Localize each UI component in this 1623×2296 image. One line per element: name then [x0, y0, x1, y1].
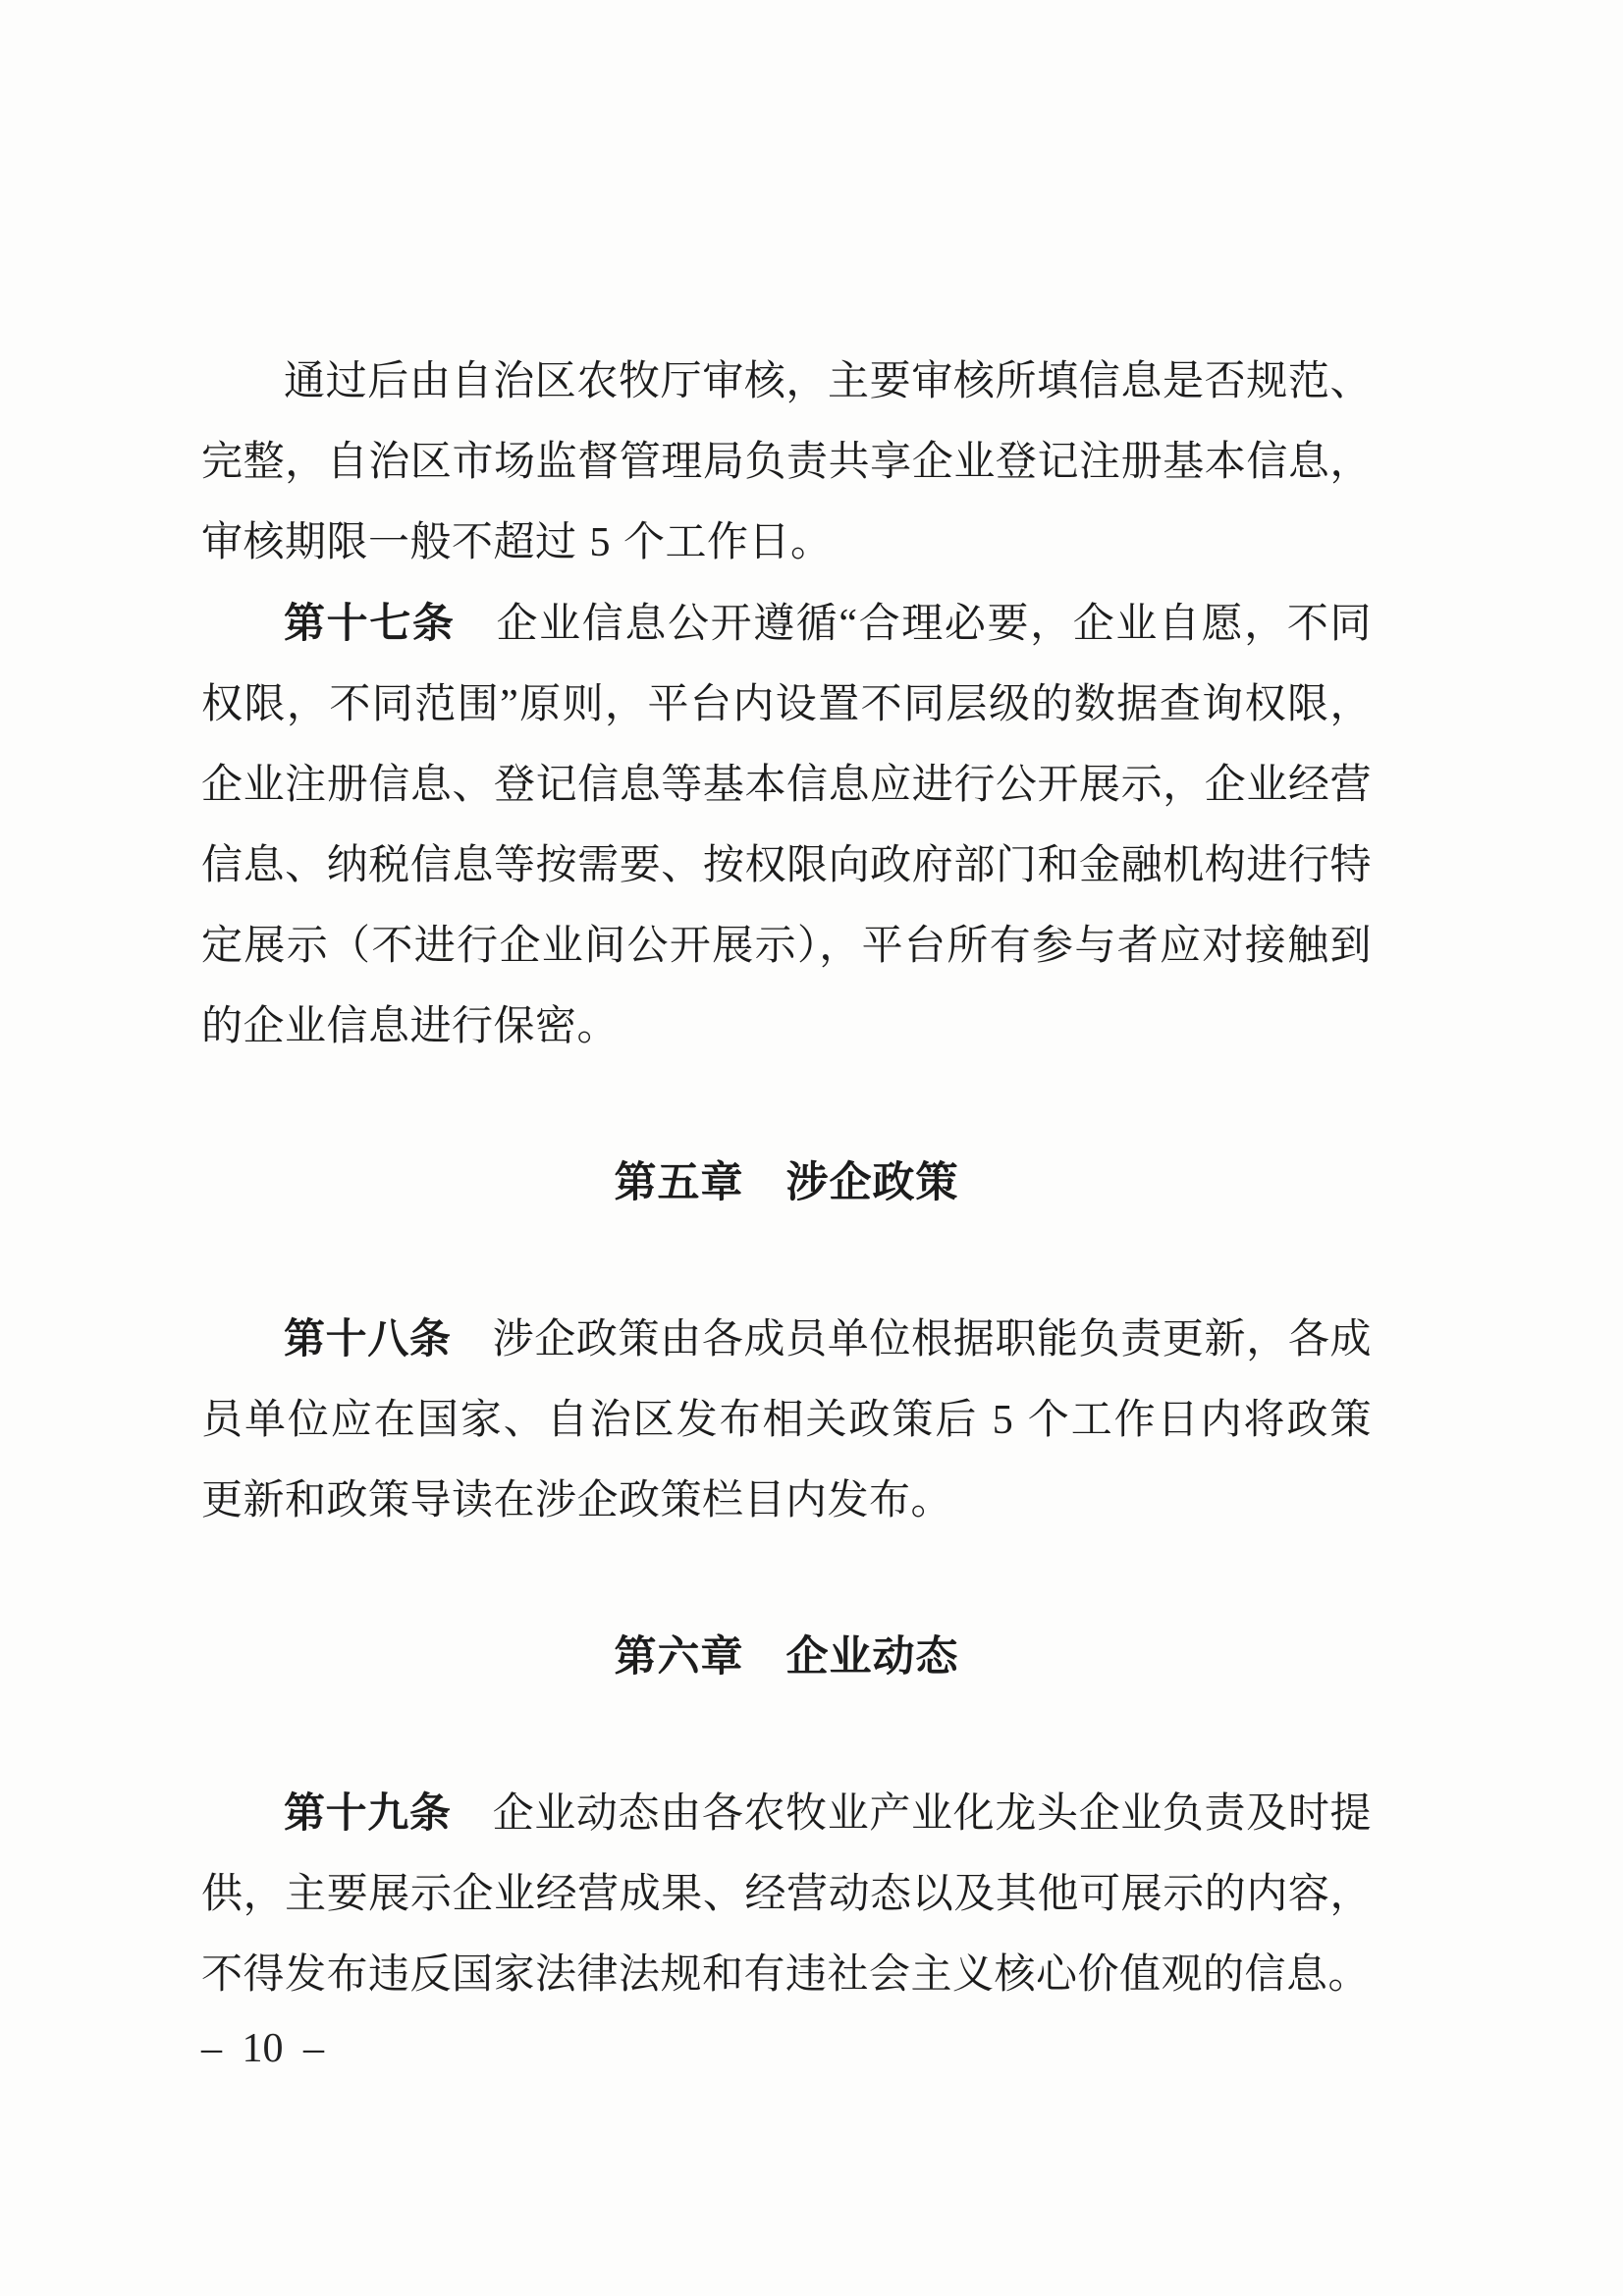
article-17-paragraph: [201, 583, 1372, 1067]
article-17-number: 第十七条: [284, 600, 456, 646]
document-body: [201, 342, 1372, 2015]
article-18-text: 涉企政策由各成员单位根据职能负责更新，各成员单位应在国家、自治区发布相关政策后 5 个工作日内将政策更新和政策导读在涉企政策栏目内发布。: [201, 1317, 1372, 1523]
article-18-paragraph: [201, 1299, 1372, 1541]
chapter-5-heading: [201, 1143, 1372, 1223]
article-19-number: 第十九条: [284, 1789, 452, 1836]
article-19-text: 企业动态由各农牧业产业化龙头企业负责及时提供，主要展示企业经营成果、经营动态以及其他可展示的内容，不得发布违反国家法律法规和有违社会主义核心价值观的信息。: [201, 1791, 1372, 1998]
article-19-paragraph: [201, 1773, 1372, 2015]
page-number: – 10 –: [201, 2026, 324, 2071]
chapter-6-title: 企业动态: [785, 1633, 959, 1681]
paragraph-intro: 通过后由自治区农牧厅审核，主要审核所填信息是否规范、完整，自治区市场监督管理局负责共享企业登记注册基本信息，审核期限一般不超过 5 个工作日。: [201, 359, 1372, 565]
article-17-text: 企业信息公开遵循“合理必要，企业自愿，不同权限，不同范围”原则，平台内设置不同层级的数据查询权限，企业注册信息、登记信息等基本信息应进行公开展示，企业经营信息、纳税信息等按需要、按权限向政府部门和金融机构进行特定展示（不进行企业间公开展示），平台所有参与者应对接触到的企业信息进行保密。: [201, 602, 1372, 1049]
chapter-5-number: 第五章: [614, 1159, 744, 1206]
chapter-6-number: 第六章: [614, 1633, 744, 1681]
chapter-6-heading: [201, 1617, 1372, 1697]
article-18-number: 第十八条: [284, 1315, 452, 1362]
chapter-5-title: 涉企政策: [785, 1159, 959, 1206]
